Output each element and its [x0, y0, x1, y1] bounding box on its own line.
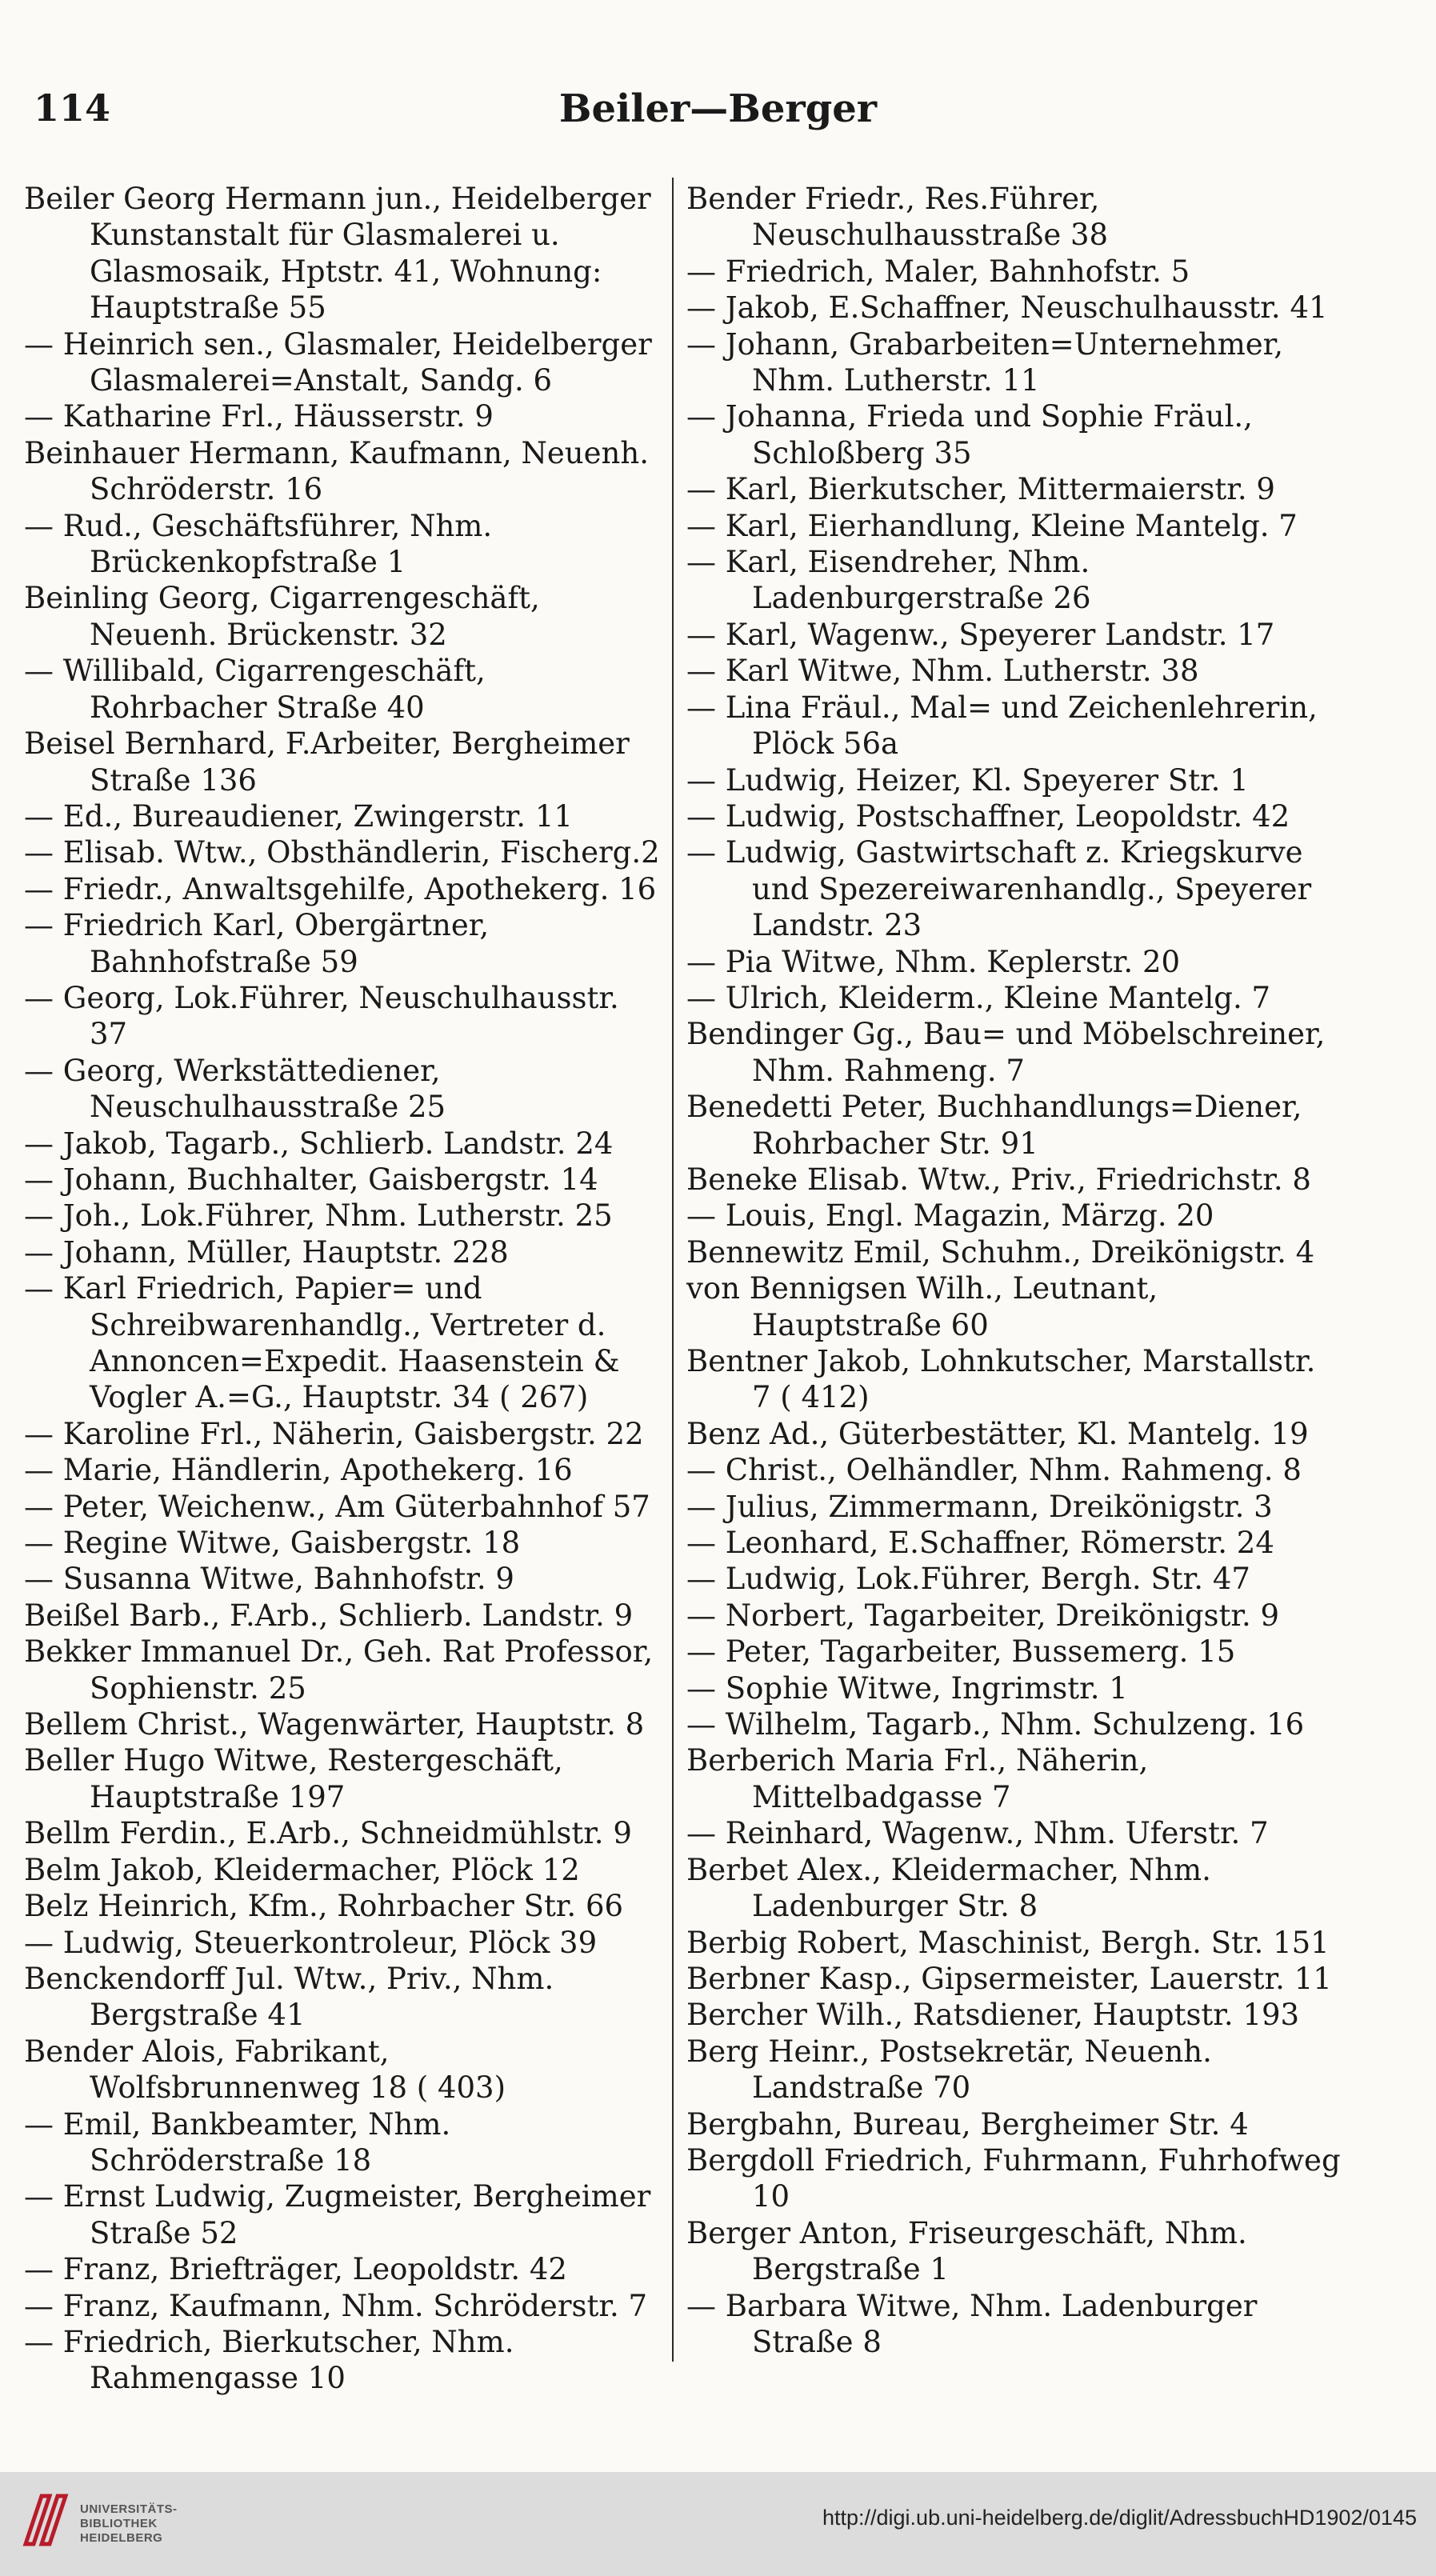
column-divider [672, 178, 674, 2362]
directory-entry: Beiler Georg Hermann jun., Heidelberger Kunstanstalt für Glasmalerei u. Glasmosaik, Hptstr. 41, Wohnung: Hauptstraße 55 [24, 182, 651, 326]
directory-entry: — Ludwig, Lok.Führer, Bergh. Str. 47 [686, 1562, 1250, 1597]
directory-entry: — Joh., Lok.Führer, Nhm. Lutherstr. 25 [24, 1198, 613, 1234]
directory-entry: — Willibald, Cigarrengeschäft, Rohrbacher Straße 40 [24, 654, 486, 725]
directory-entry: — Sophie Witwe, Ingrimstr. 1 [686, 1670, 1128, 1706]
directory-entry: Berbner Kasp., Gipsermeister, Lauerstr. 11 [686, 1961, 1332, 1996]
footer-bar [0, 2472, 1436, 2576]
directory-entry: — Julius, Zimmermann, Dreikönigstr. 3 [686, 1489, 1273, 1524]
library-line: BIBLIOTHEK [80, 2517, 158, 2530]
directory-entry: Beller Hugo Witwe, Restergeschäft, Hauptstraße 197 [24, 1743, 563, 1814]
source-url[interactable]: http://digi.ub.uni-heidelberg.de/diglit/AdressbuchHD1902/0145 [822, 2506, 1417, 2530]
directory-entry: — Johann, Grabarbeiten=Unternehmer, Nhm. Lutherstr. 11 [686, 326, 1284, 398]
directory-entry: Benedetti Peter, Buchhandlungs=Diener, Rohrbacher Str. 91 [686, 1090, 1302, 1161]
directory-entry: — Elisab. Wtw., Obsthändlerin, Fischerg.2 [24, 835, 660, 870]
directory-entry: Beneke Elisab. Wtw., Priv., Friedrichstr. 8 [686, 1162, 1311, 1197]
directory-entry: Bennewitz Emil, Schuhm., Dreikönigstr. 4 [686, 1234, 1315, 1270]
directory-entry: — Friedrich Karl, Obergärtner, Bahnhofstraße 59 [24, 908, 490, 979]
directory-entry: — Karl, Eisendreher, Nhm. Ladenburgerstraße 26 [686, 545, 1091, 616]
left-column [24, 181, 664, 2397]
directory-entry: — Susanna Witwe, Bahnhofstr. 9 [24, 1562, 514, 1597]
directory-entry: — Georg, Lok.Führer, Neuschulhausstr. 37 [24, 980, 619, 1052]
directory-entry: — Lina Fräul., Mal= und Zeichenlehrerin, Plöck 56a [686, 690, 1318, 762]
directory-entry: Bellem Christ., Wagenwärter, Hauptstr. 8 [24, 1707, 645, 1742]
directory-entry: — Ulrich, Kleiderm., Kleine Mantelg. 7 [686, 980, 1271, 1015]
directory-entry: Belm Jakob, Kleidermacher, Plöck 12 [24, 1852, 580, 1887]
directory-entry: Bendinger Gg., Bau= und Möbelschreiner, Nhm. Rahmeng. 7 [686, 1017, 1326, 1088]
directory-entry: — Katharine Frl., Häusserstr. 9 [24, 399, 494, 434]
directory-entry: — Georg, Werkstättediener, Neuschulhausstraße 25 [24, 1053, 446, 1125]
directory-entry: — Reinhard, Wagenw., Nhm. Uferstr. 7 [686, 1816, 1269, 1851]
directory-entry: — Franz, Kaufmann, Nhm. Schröderstr. 7 [24, 2288, 648, 2323]
directory-entry: Benckendorff Jul. Wtw., Priv., Nhm. Bergstraße 41 [24, 1961, 554, 2033]
directory-entry: — Johann, Buchhalter, Gaisbergstr. 14 [24, 1162, 598, 1197]
directory-entry: — Ludwig, Heizer, Kl. Speyerer Str. 1 [686, 762, 1249, 798]
right-column [686, 181, 1342, 2360]
directory-entry: — Ernst Ludwig, Zugmeister, Bergheimer Straße 52 [24, 2179, 651, 2250]
directory-entry: — Peter, Tagarbeiter, Bussemerg. 15 [686, 1634, 1236, 1670]
directory-entry: Berbig Robert, Maschinist, Bergh. Str. 151 [686, 1925, 1330, 1960]
directory-entry: — Ludwig, Steuerkontroleur, Plöck 39 [24, 1925, 598, 1960]
directory-entry: — Pia Witwe, Nhm. Keplerstr. 20 [686, 944, 1181, 979]
directory-entry: Bercher Wilh., Ratsdiener, Hauptstr. 193 [686, 1998, 1300, 2033]
directory-entry: Bergbahn, Bureau, Bergheimer Str. 4 [686, 2106, 1249, 2142]
directory-entry: — Emil, Bankbeamter, Nhm. Schröderstraße 18 [24, 2106, 451, 2178]
directory-entry: Beisel Bernhard, F.Arbeiter, Bergheimer Straße 136 [24, 726, 630, 798]
directory-entry: — Johanna, Frieda und Sophie Fräul., Schloßberg 35 [686, 399, 1253, 470]
directory-entry: — Wilhelm, Tagarb., Nhm. Schulzeng. 16 [686, 1707, 1305, 1742]
directory-entry: — Ed., Bureaudiener, Zwingerstr. 11 [24, 798, 573, 834]
directory-entry: — Peter, Weichenw., Am Güterbahnhof 57 [24, 1489, 650, 1524]
library-logo-icon [18, 2488, 74, 2552]
directory-entry: — Franz, Briefträger, Leopoldstr. 42 [24, 2252, 567, 2287]
directory-entry: Belz Heinrich, Kfm., Rohrbacher Str. 66 [24, 1889, 624, 1924]
directory-entry: — Ludwig, Postschaffner, Leopoldstr. 42 [686, 798, 1290, 834]
directory-entry: Berberich Maria Frl., Näherin, Mittelbadgasse 7 [686, 1743, 1149, 1814]
page-number: 114 [34, 86, 111, 130]
library-line: HEIDELBERG [80, 2531, 163, 2545]
directory-entry: Bellm Ferdin., E.Arb., Schneidmühlstr. 9 [24, 1816, 632, 1851]
directory-entry: Berger Anton, Friseurgeschäft, Nhm. Bergstraße 1 [686, 2215, 1247, 2287]
directory-entry: von Bennigsen Wilh., Leutnant, Hauptstraße 60 [686, 1271, 1158, 1342]
directory-entry: Beinling Georg, Cigarrengeschäft, Neuenh. Brückenstr. 32 [24, 581, 540, 652]
directory-entry: — Louis, Engl. Magazin, Märzg. 20 [686, 1198, 1214, 1234]
directory-entry: — Karl Friedrich, Papier= und Schreibwarenhandlg., Vertreter d. Annoncen=Expedit. Haasenstein & Vogler A.=G., Hauptstr. 34 ( 267) [24, 1271, 620, 1415]
directory-entry: Berbet Alex., Kleidermacher, Nhm. Ladenburger Str. 8 [686, 1852, 1211, 1924]
directory-entry: Bender Friedr., Res.Führer, Neuschulhausstraße 38 [686, 182, 1109, 253]
directory-entry: — Karl, Bierkutscher, Mittermaierstr. 9 [686, 472, 1275, 507]
directory-entry: Bergdoll Friedrich, Fuhrmann, Fuhrhofweg 10 [686, 2142, 1341, 2214]
directory-entry: Bekker Immanuel Dr., Geh. Rat Professor, Sophienstr. 25 [24, 1634, 654, 1706]
directory-entry: — Marie, Händlerin, Apothekerg. 16 [24, 1453, 573, 1488]
directory-entry: — Jakob, E.Schaffner, Neuschulhausstr. 41 [686, 290, 1328, 326]
directory-entry: — Friedr., Anwaltsgehilfe, Apothekerg. 16 [24, 871, 657, 906]
page-header [0, 0, 1436, 160]
directory-entry: — Heinrich sen., Glasmaler, Heidelberger Glasmalerei=Anstalt, Sandg. 6 [24, 326, 652, 398]
directory-entry: — Barbara Witwe, Nhm. Ladenburger Straße 8 [686, 2288, 1258, 2359]
directory-entry: — Regine Witwe, Gaisbergstr. 18 [24, 1526, 521, 1561]
directory-entry: — Norbert, Tagarbeiter, Dreikönigstr. 9 [686, 1598, 1280, 1633]
directory-entry: — Karl, Wagenw., Speyerer Landstr. 17 [686, 617, 1275, 652]
directory-entry: Bender Alois, Fabrikant, Wolfsbrunnenweg 18 ( 403) [24, 2034, 506, 2106]
directory-entry: — Ludwig, Gastwirtschaft z. Kriegskurve und Spezereiwarenhandlg., Speyerer Landstr. 23 [686, 835, 1312, 943]
directory-entry: — Friedrich, Bierkutscher, Nhm. Rahmengasse 10 [24, 2324, 514, 2396]
directory-entry: Beißel Barb., F.Arb., Schlierb. Landstr. 9 [24, 1598, 634, 1633]
library-name [80, 2502, 178, 2546]
directory-entry: — Leonhard, E.Schaffner, Römerstr. 24 [686, 1526, 1274, 1561]
directory-entry: — Rud., Geschäftsführer, Nhm. Brückenkopfstraße 1 [24, 508, 493, 580]
directory-entry: Benz Ad., Güterbestätter, Kl. Mantelg. 19 [686, 1416, 1309, 1451]
directory-entry: — Karoline Frl., Näherin, Gaisbergstr. 22 [24, 1416, 644, 1451]
directory-entry: — Karl, Eierhandlung, Kleine Mantelg. 7 [686, 508, 1298, 543]
directory-entry: — Johann, Müller, Hauptstr. 228 [24, 1234, 509, 1270]
directory-entry: — Friedrich, Maler, Bahnhofstr. 5 [686, 254, 1190, 289]
running-head: Beiler—Berger [558, 86, 878, 131]
directory-entry: Berg Heinr., Postsekretär, Neuenh. Landstraße 70 [686, 2034, 1212, 2106]
directory-entry: Beinhauer Hermann, Kaufmann, Neuenh. Schröderstr. 16 [24, 435, 649, 507]
directory-entry: — Karl Witwe, Nhm. Lutherstr. 38 [686, 654, 1199, 689]
library-line: UNIVERSITÄTS- [80, 2502, 178, 2516]
directory-entry: — Christ., Oelhändler, Nhm. Rahmeng. 8 [686, 1453, 1302, 1488]
directory-entry: Bentner Jakob, Lohnkutscher, Marstallstr. 7 ( 412) [686, 1344, 1316, 1415]
directory-entry: — Jakob, Tagarb., Schlierb. Landstr. 24 [24, 1126, 614, 1161]
